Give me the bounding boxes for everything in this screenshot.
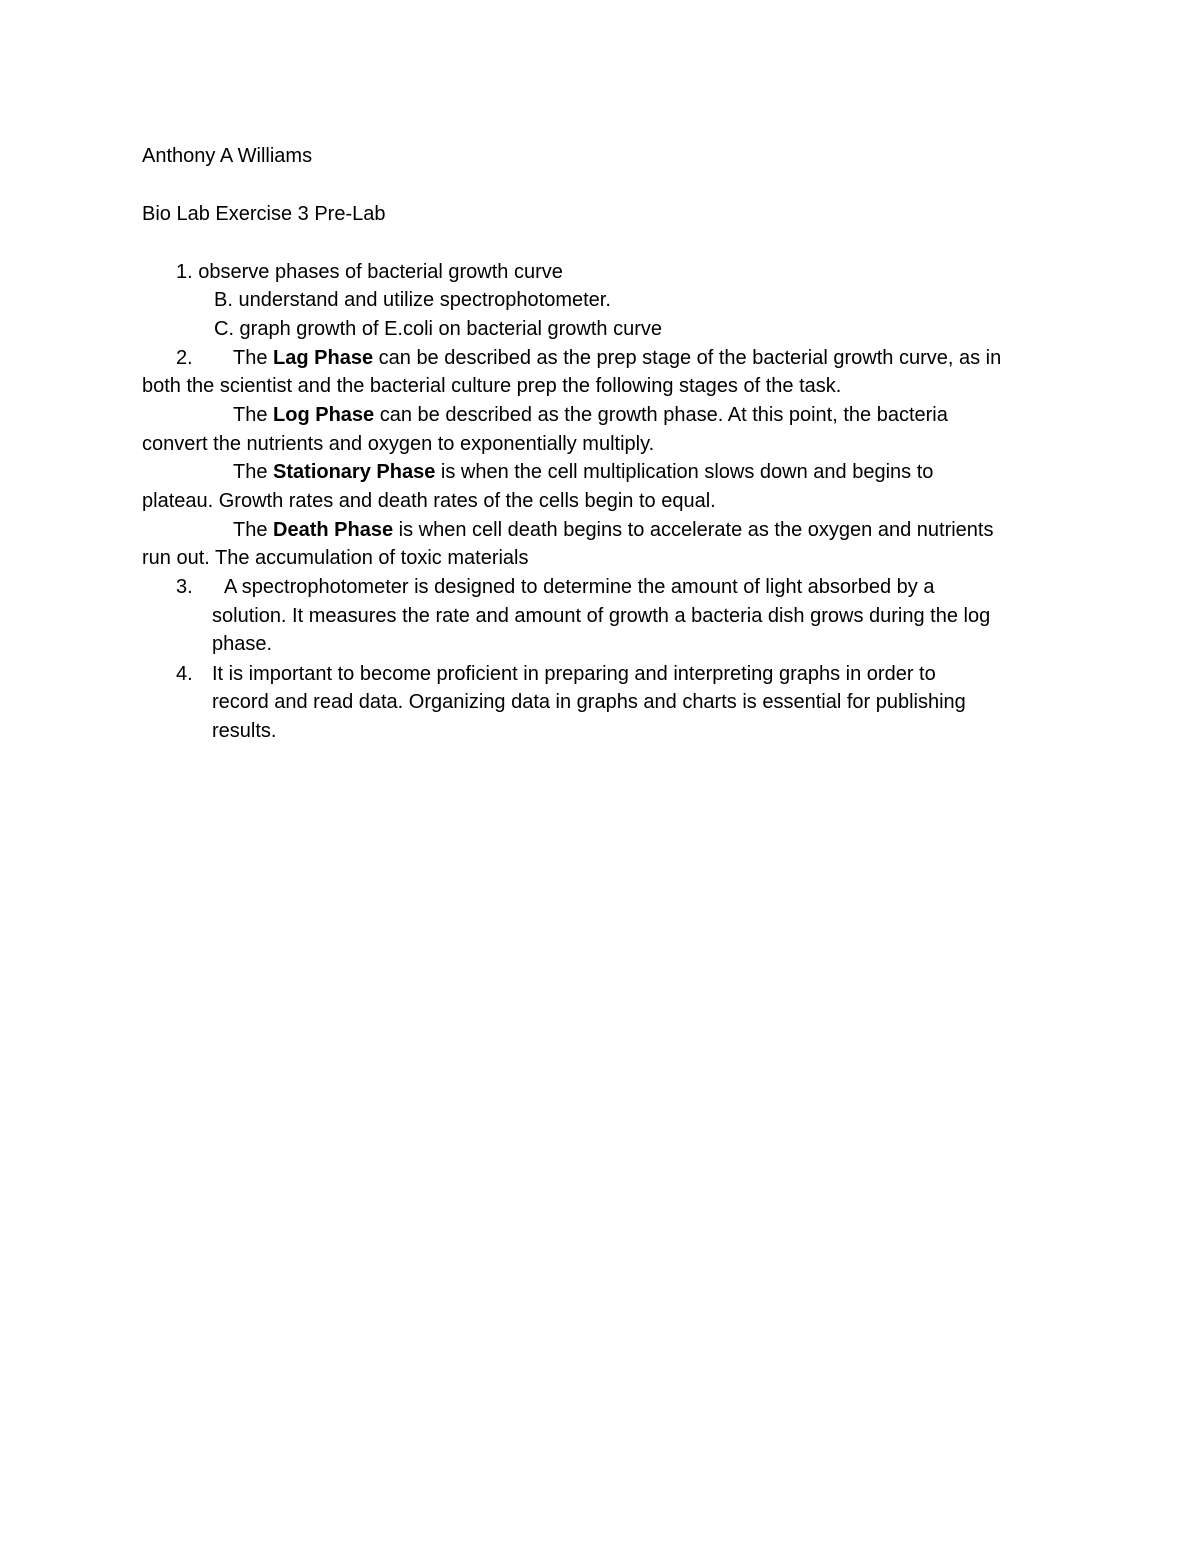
list-number-1: 1.	[176, 261, 193, 283]
lag-phase-continuation: both the scientist and the bacterial culture prep the following stages of the task.	[142, 375, 842, 397]
stationary-phase-continuation: plateau. Growth rates and death rates of the cells begin to equal.	[142, 490, 716, 512]
item4-line-1: It is important to become proficient in preparing and interpreting graphs in order to	[212, 663, 936, 685]
item1-text-b: B. understand and utilize spectrophotometer.	[214, 289, 611, 311]
item1-text-c: C. graph growth of E.coli on bacterial growth curve	[214, 318, 662, 340]
death-phase-line: The Death Phase is when cell death begins to accelerate as the oxygen and nutrients	[233, 519, 994, 541]
item4-line-2: record and read data. Organizing data in graphs and charts is essential for publishing	[212, 691, 966, 713]
log-phase-line: The Log Phase can be described as the growth phase. At this point, the bacteria	[233, 404, 948, 426]
stationary-phase-term: Stationary Phase	[273, 461, 436, 483]
item1-text-a: observe phases of bacterial growth curve	[198, 261, 563, 283]
list-number-4: 4.	[176, 663, 193, 685]
list-number-2: 2.	[176, 347, 193, 369]
document-title: Bio Lab Exercise 3 Pre-Lab	[142, 203, 386, 225]
author-name: Anthony A Williams	[142, 145, 313, 167]
item4-line-3: results.	[212, 720, 277, 742]
item3-line-3: phase.	[212, 633, 273, 655]
item3-line-1: A spectrophotometer is designed to determine the amount of light absorbed by a	[224, 576, 935, 598]
lag-phase-term: Lag Phase	[273, 347, 374, 369]
death-phase-term: Death Phase	[273, 519, 394, 541]
death-phase-continuation: run out. The accumulation of toxic materials	[142, 547, 529, 569]
lag-phase-line: The Lag Phase can be described as the prep stage of the bacterial growth curve, as in	[233, 347, 1002, 369]
list-number-3: 3.	[176, 576, 193, 598]
log-phase-term: Log Phase	[273, 404, 375, 426]
stationary-phase-line: The Stationary Phase is when the cell multiplication slows down and begins to	[233, 461, 934, 483]
log-phase-continuation: convert the nutrients and oxygen to exponentially multiply.	[142, 433, 655, 455]
list-item-1	[176, 258, 563, 287]
item3-line-2: solution. It measures the rate and amount of growth a bacteria dish grows during the log	[212, 605, 991, 627]
